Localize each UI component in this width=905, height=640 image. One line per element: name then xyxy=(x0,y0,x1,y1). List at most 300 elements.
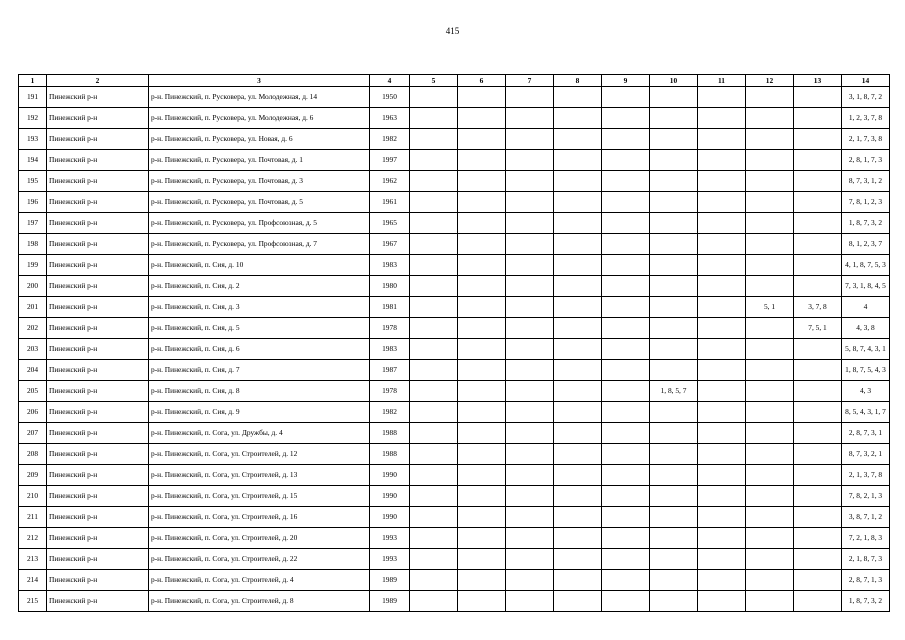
cell-address: р-н. Пинежский, п. Сога, ул. Строителей, д. 13 xyxy=(149,465,370,486)
cell-col-8 xyxy=(554,150,602,171)
cell-col-11 xyxy=(698,150,746,171)
cell-col-5 xyxy=(410,255,458,276)
cell-col-13 xyxy=(794,381,842,402)
cell-district: Пинежский р-н xyxy=(47,171,149,192)
cell-row-number: 197 xyxy=(19,213,47,234)
cell-col-5 xyxy=(410,192,458,213)
column-header-6: 6 xyxy=(458,75,506,87)
cell-address: р-н. Пинежский, п. Сия, д. 6 xyxy=(149,339,370,360)
table-row xyxy=(19,549,890,570)
cell-col-6 xyxy=(458,255,506,276)
cell-row-number: 208 xyxy=(19,444,47,465)
cell-col-6 xyxy=(458,486,506,507)
cell-col-5 xyxy=(410,108,458,129)
column-header-11: 11 xyxy=(698,75,746,87)
cell-col-13 xyxy=(794,108,842,129)
cell-col-5 xyxy=(410,444,458,465)
cell-col-10 xyxy=(650,528,698,549)
cell-col-9 xyxy=(602,444,650,465)
cell-year-built: 1965 xyxy=(370,213,410,234)
cell-col-12 xyxy=(746,150,794,171)
cell-year-built: 1987 xyxy=(370,360,410,381)
cell-col-5 xyxy=(410,402,458,423)
cell-col-11 xyxy=(698,360,746,381)
cell-col-10 xyxy=(650,255,698,276)
cell-col-13 xyxy=(794,150,842,171)
cell-col-6 xyxy=(458,276,506,297)
cell-col-11 xyxy=(698,87,746,108)
header-row xyxy=(19,75,890,87)
cell-col-5 xyxy=(410,507,458,528)
cell-col-5 xyxy=(410,213,458,234)
column-header-2: 2 xyxy=(47,75,149,87)
cell-col-7 xyxy=(506,444,554,465)
cell-district: Пинежский р-н xyxy=(47,129,149,150)
cell-col-8 xyxy=(554,318,602,339)
cell-col-6 xyxy=(458,171,506,192)
cell-col-8 xyxy=(554,507,602,528)
cell-col-6 xyxy=(458,549,506,570)
cell-row-number: 206 xyxy=(19,402,47,423)
cell-year-built: 1993 xyxy=(370,528,410,549)
cell-row-number: 203 xyxy=(19,339,47,360)
cell-col-11 xyxy=(698,465,746,486)
cell-col-13 xyxy=(794,402,842,423)
cell-col-14: 4 xyxy=(842,297,890,318)
cell-district: Пинежский р-н xyxy=(47,423,149,444)
cell-col-8 xyxy=(554,402,602,423)
cell-district: Пинежский р-н xyxy=(47,276,149,297)
cell-col-10 xyxy=(650,318,698,339)
cell-col-12 xyxy=(746,339,794,360)
cell-col-11 xyxy=(698,528,746,549)
cell-col-9 xyxy=(602,171,650,192)
cell-col-6 xyxy=(458,108,506,129)
cell-year-built: 1988 xyxy=(370,444,410,465)
cell-col-13 xyxy=(794,444,842,465)
cell-col-8 xyxy=(554,255,602,276)
cell-district: Пинежский р-н xyxy=(47,297,149,318)
cell-col-14: 7, 2, 1, 8, 3 xyxy=(842,528,890,549)
cell-year-built: 1980 xyxy=(370,276,410,297)
cell-col-11 xyxy=(698,129,746,150)
cell-year-built: 1961 xyxy=(370,192,410,213)
cell-col-7 xyxy=(506,339,554,360)
cell-col-7 xyxy=(506,87,554,108)
table-row xyxy=(19,381,890,402)
table-header xyxy=(19,75,890,87)
cell-col-7 xyxy=(506,528,554,549)
cell-col-14: 7, 8, 1, 2, 3 xyxy=(842,192,890,213)
cell-col-5 xyxy=(410,234,458,255)
cell-col-10 xyxy=(650,360,698,381)
cell-col-5 xyxy=(410,528,458,549)
column-header-9: 9 xyxy=(602,75,650,87)
cell-year-built: 1978 xyxy=(370,381,410,402)
cell-col-7 xyxy=(506,318,554,339)
cell-col-11 xyxy=(698,507,746,528)
cell-col-10 xyxy=(650,276,698,297)
cell-col-14: 8, 5, 4, 3, 1, 7 xyxy=(842,402,890,423)
cell-col-12 xyxy=(746,234,794,255)
cell-address: р-н. Пинежский, п. Сога, ул. Строителей, д. 8 xyxy=(149,591,370,612)
cell-col-9 xyxy=(602,108,650,129)
cell-row-number: 202 xyxy=(19,318,47,339)
cell-col-12 xyxy=(746,318,794,339)
cell-col-9 xyxy=(602,213,650,234)
column-header-3: 3 xyxy=(149,75,370,87)
cell-col-9 xyxy=(602,87,650,108)
cell-row-number: 195 xyxy=(19,171,47,192)
cell-col-14: 2, 1, 8, 7, 3 xyxy=(842,549,890,570)
cell-year-built: 1950 xyxy=(370,87,410,108)
cell-col-9 xyxy=(602,192,650,213)
table-row xyxy=(19,591,890,612)
cell-col-6 xyxy=(458,213,506,234)
cell-district: Пинежский р-н xyxy=(47,234,149,255)
cell-col-6 xyxy=(458,465,506,486)
cell-col-14: 5, 8, 7, 4, 3, 1 xyxy=(842,339,890,360)
cell-col-14: 4, 1, 8, 7, 5, 3 xyxy=(842,255,890,276)
cell-col-9 xyxy=(602,234,650,255)
cell-address: р-н. Пинежский, п. Сия, д. 10 xyxy=(149,255,370,276)
cell-col-12: 5, 1 xyxy=(746,297,794,318)
cell-col-13 xyxy=(794,570,842,591)
cell-col-6 xyxy=(458,570,506,591)
cell-district: Пинежский р-н xyxy=(47,465,149,486)
cell-col-10 xyxy=(650,297,698,318)
cell-district: Пинежский р-н xyxy=(47,402,149,423)
cell-row-number: 194 xyxy=(19,150,47,171)
table-row xyxy=(19,318,890,339)
cell-district: Пинежский р-н xyxy=(47,318,149,339)
cell-col-14: 4, 3 xyxy=(842,381,890,402)
cell-col-12 xyxy=(746,528,794,549)
cell-col-7 xyxy=(506,402,554,423)
cell-year-built: 1997 xyxy=(370,150,410,171)
cell-col-7 xyxy=(506,108,554,129)
cell-col-12 xyxy=(746,129,794,150)
cell-col-13: 7, 5, 1 xyxy=(794,318,842,339)
cell-col-12 xyxy=(746,276,794,297)
cell-col-11 xyxy=(698,255,746,276)
cell-col-14: 1, 8, 7, 5, 4, 3 xyxy=(842,360,890,381)
cell-col-5 xyxy=(410,486,458,507)
cell-col-5 xyxy=(410,339,458,360)
cell-district: Пинежский р-н xyxy=(47,108,149,129)
cell-row-number: 213 xyxy=(19,549,47,570)
cell-col-5 xyxy=(410,591,458,612)
cell-col-7 xyxy=(506,486,554,507)
cell-row-number: 196 xyxy=(19,192,47,213)
cell-col-10 xyxy=(650,234,698,255)
table-row xyxy=(19,570,890,591)
cell-col-12 xyxy=(746,171,794,192)
cell-col-10 xyxy=(650,486,698,507)
cell-col-10 xyxy=(650,171,698,192)
table-row xyxy=(19,255,890,276)
cell-col-8 xyxy=(554,465,602,486)
cell-year-built: 1978 xyxy=(370,318,410,339)
cell-col-14: 8, 7, 3, 1, 2 xyxy=(842,171,890,192)
cell-year-built: 1989 xyxy=(370,591,410,612)
cell-col-14: 7, 3, 1, 8, 4, 5 xyxy=(842,276,890,297)
cell-col-6 xyxy=(458,234,506,255)
cell-address: р-н. Пинежский, п. Русковера, ул. Профсоюзная, д. 5 xyxy=(149,213,370,234)
cell-col-9 xyxy=(602,381,650,402)
cell-col-14: 8, 7, 3, 2, 1 xyxy=(842,444,890,465)
cell-col-11 xyxy=(698,423,746,444)
cell-col-8 xyxy=(554,381,602,402)
cell-col-13 xyxy=(794,528,842,549)
cell-district: Пинежский р-н xyxy=(47,213,149,234)
cell-col-11 xyxy=(698,276,746,297)
cell-col-8 xyxy=(554,591,602,612)
cell-col-7 xyxy=(506,360,554,381)
cell-col-7 xyxy=(506,276,554,297)
cell-col-10 xyxy=(650,150,698,171)
cell-col-11 xyxy=(698,318,746,339)
cell-col-7 xyxy=(506,192,554,213)
cell-row-number: 199 xyxy=(19,255,47,276)
cell-year-built: 1982 xyxy=(370,402,410,423)
cell-district: Пинежский р-н xyxy=(47,339,149,360)
cell-address: р-н. Пинежский, п. Сия, д. 3 xyxy=(149,297,370,318)
table-row xyxy=(19,297,890,318)
table-row xyxy=(19,87,890,108)
cell-col-12 xyxy=(746,87,794,108)
cell-col-5 xyxy=(410,87,458,108)
cell-col-12 xyxy=(746,465,794,486)
cell-col-8 xyxy=(554,87,602,108)
cell-col-12 xyxy=(746,108,794,129)
cell-col-13 xyxy=(794,423,842,444)
cell-col-13 xyxy=(794,171,842,192)
cell-col-13 xyxy=(794,339,842,360)
cell-address: р-н. Пинежский, п. Сога, ул. Строителей, д. 12 xyxy=(149,444,370,465)
cell-district: Пинежский р-н xyxy=(47,444,149,465)
cell-col-5 xyxy=(410,129,458,150)
cell-col-6 xyxy=(458,591,506,612)
cell-year-built: 1990 xyxy=(370,465,410,486)
cell-col-7 xyxy=(506,150,554,171)
cell-col-6 xyxy=(458,528,506,549)
cell-col-6 xyxy=(458,507,506,528)
cell-col-9 xyxy=(602,255,650,276)
cell-col-12 xyxy=(746,549,794,570)
cell-address: р-н. Пинежский, п. Русковера, ул. Профсоюзная, д. 7 xyxy=(149,234,370,255)
cell-col-12 xyxy=(746,423,794,444)
cell-col-14: 7, 8, 2, 1, 3 xyxy=(842,486,890,507)
cell-col-14: 3, 1, 8, 7, 2 xyxy=(842,87,890,108)
cell-address: р-н. Пинежский, п. Сога, ул. Строителей, д. 16 xyxy=(149,507,370,528)
cell-district: Пинежский р-н xyxy=(47,591,149,612)
table-row xyxy=(19,129,890,150)
cell-district: Пинежский р-н xyxy=(47,570,149,591)
cell-col-6 xyxy=(458,150,506,171)
cell-col-8 xyxy=(554,570,602,591)
cell-col-6 xyxy=(458,339,506,360)
table-row xyxy=(19,276,890,297)
cell-address: р-н. Пинежский, п. Сия, д. 2 xyxy=(149,276,370,297)
cell-col-13: 3, 7, 8 xyxy=(794,297,842,318)
cell-col-12 xyxy=(746,360,794,381)
cell-col-14: 2, 1, 3, 7, 8 xyxy=(842,465,890,486)
column-header-7: 7 xyxy=(506,75,554,87)
cell-col-9 xyxy=(602,423,650,444)
cell-col-10 xyxy=(650,192,698,213)
cell-col-9 xyxy=(602,150,650,171)
cell-col-5 xyxy=(410,549,458,570)
cell-col-5 xyxy=(410,150,458,171)
cell-col-9 xyxy=(602,486,650,507)
table-row xyxy=(19,465,890,486)
cell-col-14: 2, 1, 7, 3, 8 xyxy=(842,129,890,150)
cell-col-7 xyxy=(506,234,554,255)
cell-row-number: 210 xyxy=(19,486,47,507)
cell-district: Пинежский р-н xyxy=(47,255,149,276)
cell-col-5 xyxy=(410,360,458,381)
cell-col-10 xyxy=(650,591,698,612)
cell-col-5 xyxy=(410,570,458,591)
cell-col-9 xyxy=(602,507,650,528)
cell-col-9 xyxy=(602,276,650,297)
cell-col-7 xyxy=(506,423,554,444)
cell-col-11 xyxy=(698,192,746,213)
cell-col-11 xyxy=(698,570,746,591)
cell-district: Пинежский р-н xyxy=(47,486,149,507)
cell-col-9 xyxy=(602,528,650,549)
cell-district: Пинежский р-н xyxy=(47,87,149,108)
cell-col-9 xyxy=(602,465,650,486)
cell-col-8 xyxy=(554,528,602,549)
cell-col-7 xyxy=(506,549,554,570)
cell-col-12 xyxy=(746,591,794,612)
register-table xyxy=(18,74,890,612)
cell-col-12 xyxy=(746,192,794,213)
cell-address: р-н. Пинежский, п. Сия, д. 9 xyxy=(149,402,370,423)
table-row xyxy=(19,339,890,360)
cell-col-7 xyxy=(506,297,554,318)
cell-col-14: 1, 2, 3, 7, 8 xyxy=(842,108,890,129)
cell-row-number: 209 xyxy=(19,465,47,486)
cell-col-10: 1, 8, 5, 7 xyxy=(650,381,698,402)
cell-col-10 xyxy=(650,108,698,129)
cell-col-11 xyxy=(698,402,746,423)
cell-col-13 xyxy=(794,507,842,528)
cell-col-5 xyxy=(410,381,458,402)
cell-col-9 xyxy=(602,360,650,381)
cell-col-13 xyxy=(794,465,842,486)
cell-row-number: 193 xyxy=(19,129,47,150)
cell-row-number: 198 xyxy=(19,234,47,255)
cell-col-14: 4, 3, 8 xyxy=(842,318,890,339)
cell-col-12 xyxy=(746,444,794,465)
cell-address: р-н. Пинежский, п. Сога, ул. Строителей, д. 15 xyxy=(149,486,370,507)
cell-col-12 xyxy=(746,486,794,507)
table-row xyxy=(19,360,890,381)
cell-col-11 xyxy=(698,234,746,255)
cell-col-7 xyxy=(506,591,554,612)
cell-address: р-н. Пинежский, п. Сога, ул. Строителей, д. 4 xyxy=(149,570,370,591)
cell-row-number: 205 xyxy=(19,381,47,402)
cell-col-6 xyxy=(458,381,506,402)
cell-row-number: 191 xyxy=(19,87,47,108)
cell-col-13 xyxy=(794,192,842,213)
cell-col-12 xyxy=(746,507,794,528)
table-row xyxy=(19,486,890,507)
cell-address: р-н. Пинежский, п. Русковера, ул. Почтовая, д. 5 xyxy=(149,192,370,213)
cell-row-number: 211 xyxy=(19,507,47,528)
cell-col-14: 2, 8, 1, 7, 3 xyxy=(842,150,890,171)
cell-col-6 xyxy=(458,297,506,318)
cell-col-13 xyxy=(794,87,842,108)
cell-col-11 xyxy=(698,213,746,234)
cell-row-number: 192 xyxy=(19,108,47,129)
cell-col-5 xyxy=(410,171,458,192)
cell-address: р-н. Пинежский, п. Сога, ул. Строителей, д. 20 xyxy=(149,528,370,549)
cell-col-8 xyxy=(554,192,602,213)
column-header-4: 4 xyxy=(370,75,410,87)
cell-district: Пинежский р-н xyxy=(47,360,149,381)
cell-col-7 xyxy=(506,381,554,402)
cell-col-10 xyxy=(650,213,698,234)
cell-year-built: 1993 xyxy=(370,549,410,570)
cell-col-6 xyxy=(458,192,506,213)
cell-col-6 xyxy=(458,360,506,381)
cell-col-9 xyxy=(602,297,650,318)
cell-district: Пинежский р-н xyxy=(47,381,149,402)
cell-col-9 xyxy=(602,549,650,570)
cell-col-7 xyxy=(506,171,554,192)
cell-address: р-н. Пинежский, п. Сога, ул. Строителей, д. 22 xyxy=(149,549,370,570)
cell-col-13 xyxy=(794,129,842,150)
cell-year-built: 1981 xyxy=(370,297,410,318)
cell-col-5 xyxy=(410,423,458,444)
cell-col-7 xyxy=(506,213,554,234)
table-row xyxy=(19,402,890,423)
table-row xyxy=(19,108,890,129)
column-header-5: 5 xyxy=(410,75,458,87)
cell-col-8 xyxy=(554,129,602,150)
cell-col-14: 1, 8, 7, 3, 2 xyxy=(842,591,890,612)
cell-col-12 xyxy=(746,402,794,423)
cell-col-14: 2, 8, 7, 3, 1 xyxy=(842,423,890,444)
cell-year-built: 1967 xyxy=(370,234,410,255)
cell-col-14: 2, 8, 7, 1, 3 xyxy=(842,570,890,591)
cell-address: р-н. Пинежский, п. Русковера, ул. Новая, д. 6 xyxy=(149,129,370,150)
cell-address: р-н. Пинежский, п. Русковера, ул. Молодежная, д. 6 xyxy=(149,108,370,129)
column-header-12: 12 xyxy=(746,75,794,87)
table-row xyxy=(19,192,890,213)
cell-row-number: 200 xyxy=(19,276,47,297)
cell-address: р-н. Пинежский, п. Русковера, ул. Почтовая, д. 3 xyxy=(149,171,370,192)
cell-col-13 xyxy=(794,549,842,570)
cell-col-9 xyxy=(602,591,650,612)
cell-col-11 xyxy=(698,486,746,507)
table-body xyxy=(19,87,890,612)
cell-address: р-н. Пинежский, п. Сога, ул. Дружбы, д. 4 xyxy=(149,423,370,444)
cell-row-number: 207 xyxy=(19,423,47,444)
cell-year-built: 1990 xyxy=(370,507,410,528)
table-row xyxy=(19,171,890,192)
table-row xyxy=(19,507,890,528)
cell-col-13 xyxy=(794,360,842,381)
cell-col-9 xyxy=(602,339,650,360)
cell-col-12 xyxy=(746,255,794,276)
cell-col-7 xyxy=(506,129,554,150)
cell-col-8 xyxy=(554,486,602,507)
